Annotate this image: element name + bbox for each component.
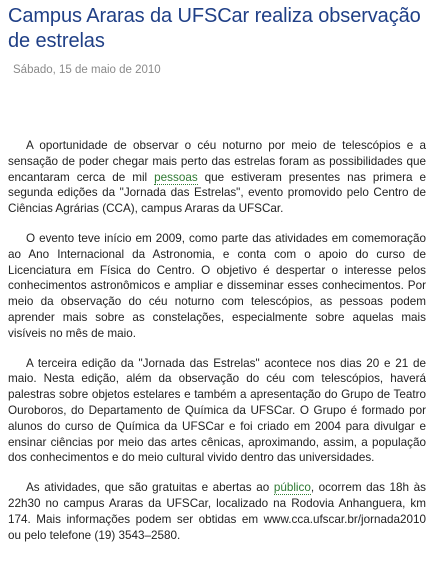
paragraph-4	[8, 480, 426, 543]
paragraph-4-text-start: As atividades, que são gratuitas e abertas ao	[26, 481, 274, 495]
article-body	[8, 138, 426, 543]
paragraph-3: A terceira edição da "Jornada das Estrelas" acontece nos dias 20 e 21 de maio. Nesta edição, além da observação do céu com telescópios, haverá palestras sobre objetos estelares e também a apresentação do Grupo de Teatro Ouroboros, do Departamento de Química da UFSCar. O Grupo é formado por alunos do curso de Química da UFSCar e foi criado em 2004 para divulgar e ensinar ciências por meio das artes cênicas, aproximando, assim, a população dos conhecimentos e do meio cultural vivido dentro das universidades.	[8, 356, 426, 465]
article-date: Sábado, 15 de maio de 2010	[13, 64, 161, 76]
article-title: Campus Araras da UFSCar realiza observação de estrelas	[8, 5, 421, 52]
paragraph-4-text-end: , ocorrem das 18h às 22h30 no campus Araras da UFSCar, localizado na Rodovia Anhanguera, km 174. Mais informações podem ser obtidas em www.cca.ufscar.br/jornada2010 ou pelo telefone (19) 3543–2580.	[8, 481, 426, 542]
article	[8, 4, 426, 557]
paragraph-1-text-end: que estiveram presentes nas primera e segunda edições da "Jornada das Estrelas", evento promovido pelo Centro de Ciências Agrárias (CCA), campus Araras da UFSCar.	[8, 170, 426, 216]
paragraph-2: O evento teve início em 2009, como parte das atividades em comemoração ao Ano Internacional da Astronomia, e conta com o apoio do curso de Licenciatura em Física do Centro. O objetivo é despertar o interesse pelos conhecimentos astronômicos e ampliar e disseminar esses conhecimentos. Por meio da observação do céu noturno com telescópios, as pessoas podem aprender mais sobre as constelações, especialmente sobre aquelas mais visíveis no mês de maio.	[8, 231, 426, 340]
publico-link[interactable]: público	[273, 481, 311, 495]
pessoas-link[interactable]: pessoas	[154, 170, 198, 184]
paragraph-1	[8, 138, 426, 217]
paragraph-1-text-start: A oportunidade de observar o céu noturno por meio de telescópios e a sensação de poder chegar mais perto das estrelas foram as possibilidades que encantaram cerca de mil	[8, 139, 426, 184]
